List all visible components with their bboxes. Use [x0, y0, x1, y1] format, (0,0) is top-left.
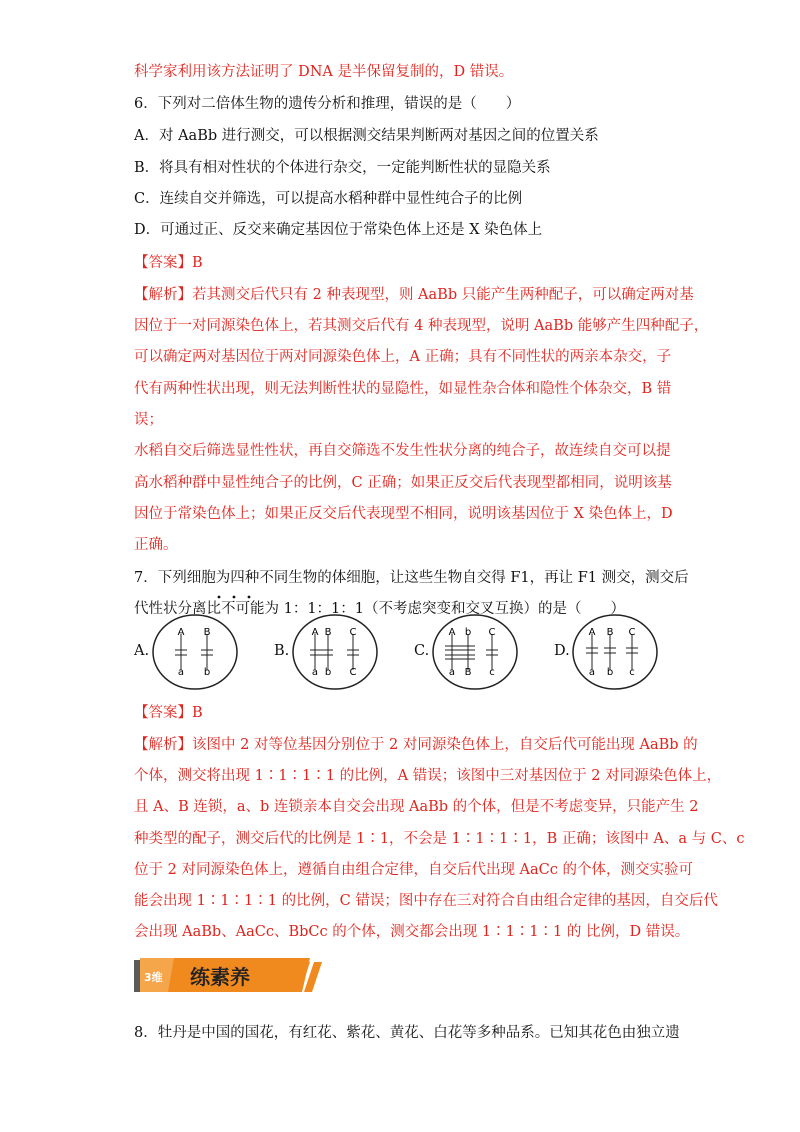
- explain-7-7: 会出现 AaBb、AaCc、BbCc 的个体，测交都会出现 1∶1∶1∶1 的 比例，D 错误。: [134, 924, 690, 940]
- explain-6-9: 正确。: [134, 537, 178, 553]
- cell-a-top-1: A: [177, 627, 185, 638]
- cell-d-bottom-3: c: [629, 667, 635, 678]
- cell-b-top-2: B: [324, 627, 332, 638]
- cell-b-top-1: A: [311, 627, 319, 638]
- explain-6-6: 水稻自交后筛选显性性状，再自交筛选不发生性状分离的纯合子，故连续自交可以提: [134, 443, 671, 459]
- cell-c-top-3: C: [488, 627, 496, 638]
- banner-badge: 3维: [144, 971, 163, 984]
- cell-a-bottom-1: a: [177, 667, 185, 678]
- option-a-label: A.: [134, 643, 150, 659]
- question-8: 8．牡丹是中国的国花，有红花、紫花、黄花、白花等多种品系。已知其花色由独立遗: [134, 1025, 680, 1041]
- answer-6: 【答案】B: [134, 255, 203, 271]
- cell-b-top-3: C: [349, 627, 357, 638]
- option-c-label: C.: [414, 643, 430, 659]
- explain-7-3: 且 A、B 连锁，a、b 连锁亲本自交会出现 AaBb 的个体，但是不考虑变异，只能产生 2: [134, 799, 699, 815]
- cell-d: [570, 612, 660, 692]
- q6-option-b: B．将具有相对性状的个体进行杂交，一定能判断性状的显隐关系: [134, 160, 551, 176]
- cell-b: [290, 612, 380, 692]
- q6-option-a: A．对 AaBb 进行测交，可以根据测交结果判断两对基因之间的位置关系: [134, 128, 599, 144]
- cell-a: [150, 612, 240, 692]
- explain-6-2: 因位于一对同源染色体上，若其测交后代有 4 种表现型，说明 AaBb 能够产生四种配子，: [134, 318, 709, 334]
- explain-7-2: 个体，测交将出现 1∶1∶1∶1 的比例，A 错误；该图中三对基因位于 2 对同源染色体上，: [134, 768, 722, 784]
- explain-7-6: 能会出现 1∶1∶1∶1 的比例，C 错误；图中存在三对符合自由组合定律的基因，自交后代: [134, 893, 718, 909]
- q6-option-c: C．连续自交并筛选，可以提高水稻种群中显性纯合子的比例: [134, 191, 523, 207]
- option-d-label: D.: [554, 643, 570, 659]
- cell-c-bottom-2: B: [464, 667, 472, 678]
- line-l1: 科学家利用该方法证明了 DNA 是半保留复制的，D 错误。: [134, 64, 514, 80]
- explain-6-3: 可以确定两对基因位于两对同源染色体上，A 正确；具有不同性状的两亲本杂交，子: [134, 349, 672, 365]
- cell-d-top-2: B: [606, 627, 614, 638]
- cell-a-top-2: B: [203, 627, 211, 638]
- cell-c-bottom-3: c: [489, 667, 495, 678]
- section-banner: [134, 954, 324, 994]
- question-6: 6．下列对二倍体生物的遗传分析和推理，错误的是（ ）: [134, 96, 521, 112]
- explain-6-8: 因位于常染色体上；如果正反交后代表现型不相同，说明该基因位于 X 染色体上，D: [134, 506, 673, 522]
- cell-d-top-3: C: [628, 627, 636, 638]
- option-b-label: B.: [274, 643, 290, 659]
- q6-option-d: D．可通过正、反交来确定基因位于常染色体上还是 X 染色体上: [134, 222, 543, 238]
- cell-d-bottom-1: a: [588, 667, 596, 678]
- cell-b-bottom-3: C: [349, 667, 357, 678]
- explain-6-1: 【解析】若其测交后代只有 2 种表现型，则 AaBb 只能产生两种配子，可以确定两对基: [134, 287, 694, 303]
- explain-6-5: 误；: [134, 412, 163, 428]
- cell-a-bottom-2: b: [203, 667, 211, 678]
- explain-7-4: 种类型的配子，测交后代的比例是 1∶1，不会是 1∶1∶1∶1，B 正确；该图中 A、a 与 C、c: [134, 831, 745, 847]
- cell-c: [430, 612, 520, 692]
- emphasis-dots: [214, 594, 264, 600]
- cell-d-bottom-2: b: [606, 667, 614, 678]
- cell-b-bottom-1: a: [311, 667, 319, 678]
- cell-c-top-1: A: [448, 627, 456, 638]
- explain-6-4: 代有两种性状出现，则无法判断性状的显隐性，如显性杂合体和隐性个体杂交，B 错: [134, 381, 672, 397]
- cell-c-top-2: b: [464, 627, 472, 638]
- banner-title: 练素养: [190, 965, 250, 989]
- cell-b-bottom-2: b: [324, 667, 332, 678]
- cell-c-bottom-1: a: [448, 667, 456, 678]
- cell-diagrams: [134, 608, 694, 694]
- answer-7: 【答案】B: [134, 705, 203, 721]
- explain-7-1: 【解析】该图中 2 对等位基因分别位于 2 对同源染色体上，自交后代可能出现 AaBb 的: [134, 737, 698, 753]
- explain-6-7: 高水稻种群中显性纯合子的比例，C 正确；如果正反交后代表现型都相同，说明该基: [134, 475, 672, 491]
- question-7-line2: 代性状分离比不可能为 1：1：1：1（不考虑突变和交叉互换）的是（ ）: [134, 601, 626, 617]
- cell-d-top-1: A: [588, 627, 596, 638]
- question-7-line1: 7．下列细胞为四种不同生物的体细胞，让这些生物自交得 F1，再让 F1 测交，测交后: [134, 570, 689, 586]
- explain-7-5: 位于 2 对同源染色体上，遵循自由组合定律，自交后代出现 AaCc 的个体，测交实验可: [134, 862, 693, 878]
